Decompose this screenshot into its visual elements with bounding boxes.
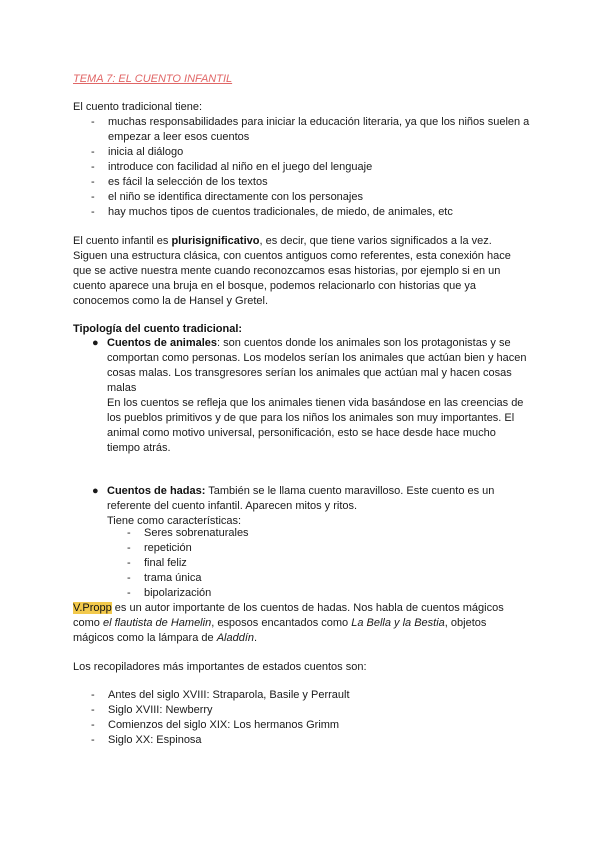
list-item: - hay muchos tipos de cuentos tradicionales, de miedo, de animales, etc: [91, 205, 531, 220]
list-item: - Comienzos del siglo XIX: Los hermanos Grimm: [91, 718, 531, 733]
list-item: - trama única: [127, 571, 427, 586]
propp-highlight: V.Propp: [73, 602, 112, 614]
list-item: - Seres sobrenaturales: [127, 526, 427, 541]
animales-section: [107, 336, 527, 456]
list-item: - final feliz: [127, 556, 427, 571]
list-item: - introduce con facilidad al niño en el juego del lenguaje: [91, 160, 531, 175]
pluri-term: plurisignificativo: [171, 235, 260, 247]
caracteristicas-list: [127, 526, 427, 601]
list-item: - repetición: [127, 541, 427, 556]
list-item: - inicia al diálogo: [91, 145, 531, 160]
propp-paragraph: V.Propp es un autor importante de los cuentos de hadas. Nos habla de cuentos mágicos como el flautista de Hamelin, esposos encantados como La Bella y la Bestia, objetos mágicos como la lámpara de Aladdín.: [73, 602, 504, 644]
tipologia-heading: Tipología del cuento tradicional:: [73, 323, 243, 335]
list-item: - Siglo XVIII: Newberry: [91, 703, 531, 718]
hadas-caract-intro: Tiene como características:: [107, 515, 242, 527]
list-item: - es fácil la selección de los textos: [91, 175, 531, 190]
recopiladores-list: [91, 688, 531, 748]
bullet-icon: ●: [92, 337, 99, 349]
pluri-paragraph: El cuento infantil es plurisignificativo, es decir, que tiene varios significados a la vez. Siguen una estructura clásica, con cuentos antiguos como referentes, esta conexión hace que se active nuestra mente cuando reconozcamos esas historias, por ejemplo si en un cuento aparece una bruja en el bosque, podemos relacionarlo con historias que ya conocemos como la de Hansel y Gretel.: [73, 235, 511, 307]
animales-detail: En los cuentos se refleja que los animales tienen vida basándose en las creencias de los pueblos primitivos y de que para los niños los animales son muy importantes. El animal como motivo universal, personificación, esto se hace desde hace mucho tiempo atrás.: [107, 397, 524, 454]
intro-text: El cuento tradicional tiene:: [73, 101, 203, 113]
animales-def: Cuentos de animales: son cuentos donde los animales son los protagonistas y se comportan como personas. Los modelos serían los animales que actúan bien y hacen cosas malas. Los transgresores serían los animales que actúan mal y hacen cosas malas: [107, 337, 527, 394]
recopiladores-intro: Los recopiladores más importantes de estados cuentos son:: [73, 661, 367, 673]
hadas-def: Cuentos de hadas: También se le llama cuento maravilloso. Este cuento es un referente del cuento infantil. Aparecen mitos y ritos.: [107, 485, 495, 512]
list-item: - muchas responsabilidades para iniciar la educación literaria, ya que los niños suelen a empezar a leer esos cuentos: [91, 115, 531, 145]
page-title: TEMA 7: EL CUENTO INFANTIL: [73, 73, 233, 85]
list-item: - Siglo XX: Espinosa: [91, 733, 531, 748]
features-list: [91, 115, 531, 220]
list-item: - el niño se identifica directamente con los personajes: [91, 190, 531, 205]
list-item: - Antes del siglo XVIII: Straparola, Basile y Perrault: [91, 688, 531, 703]
list-item: - bipolarización: [127, 586, 427, 601]
hadas-section: [107, 484, 527, 529]
bullet-icon: ●: [92, 485, 99, 497]
